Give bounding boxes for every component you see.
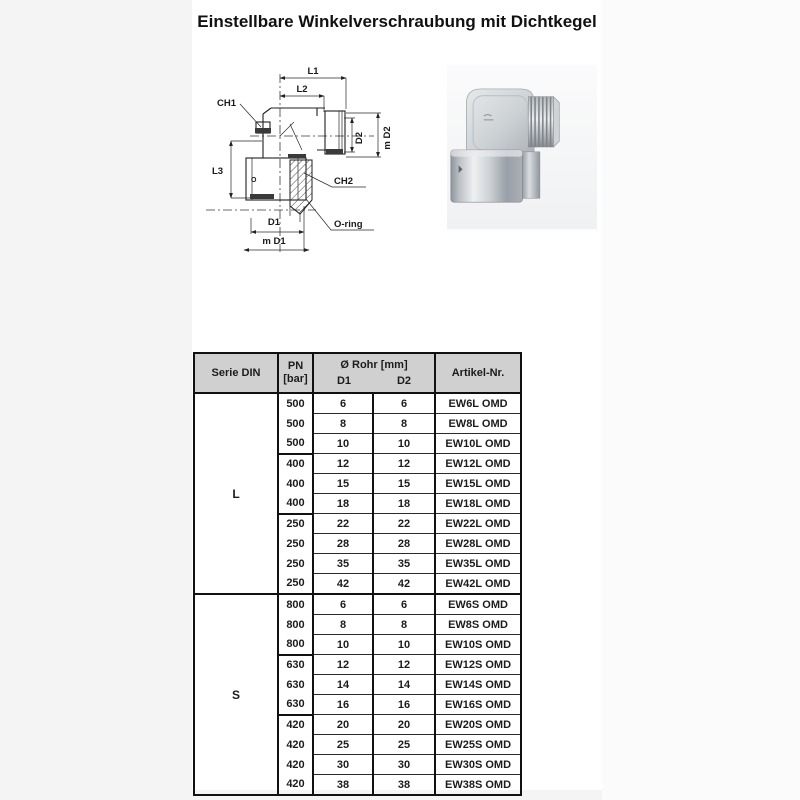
cell-d1: 22 (313, 514, 373, 534)
cell-d2: 14 (373, 675, 435, 695)
cell-d1: 10 (313, 434, 373, 454)
cell-artikel-nr: EW42L OMD (435, 574, 521, 595)
cell-pn: 250 (278, 554, 313, 574)
cell-d1: 14 (313, 675, 373, 695)
header-rohr (313, 353, 435, 393)
leader-label-ch2: CH2 (334, 176, 354, 187)
header-pn-line2: [bar] (283, 373, 308, 385)
cell-pn: 250 (278, 534, 313, 554)
cell-pn: 500 (278, 393, 313, 414)
thread-lines (339, 111, 342, 154)
photo-nut-bevel (451, 150, 523, 157)
cell-d1: 12 (313, 655, 373, 675)
cell-pn: 250 (278, 574, 313, 595)
cell-pn: 400 (278, 474, 313, 494)
cell-pn: 800 (278, 594, 313, 615)
cell-pn: 800 (278, 635, 313, 655)
cell-d1: 6 (313, 594, 373, 615)
cell-artikel-nr: EW30S OMD (435, 755, 521, 775)
cell-pn: 250 (278, 514, 313, 534)
header-serie-din: Serie DIN (194, 353, 278, 393)
spec-table-body (194, 393, 521, 795)
cell-d2: 6 (373, 594, 435, 615)
cell-artikel-nr: EW6S OMD (435, 594, 521, 615)
spec-table (193, 352, 522, 796)
cell-d1: 38 (313, 775, 373, 796)
page-title: Einstellbare Winkelverschraubung mit Dichtkegel (197, 12, 597, 31)
photo-thread-base (528, 97, 553, 147)
dim-label-l1: L1 (307, 66, 319, 77)
dim-label-m-d2: m D2 (382, 126, 393, 150)
seal-bar-right (326, 149, 343, 154)
photo-sleeve (521, 152, 540, 198)
step-bar (288, 154, 306, 158)
header-rohr-title: Ø Rohr [mm] (340, 358, 408, 371)
cell-d2: 25 (373, 735, 435, 755)
cell-d2: 22 (373, 514, 435, 534)
background-left (0, 0, 192, 800)
cell-artikel-nr: EW14S OMD (435, 675, 521, 695)
cell-pn: 500 (278, 434, 313, 454)
cell-pn: 630 (278, 655, 313, 675)
cell-pn: 400 (278, 494, 313, 514)
cell-serie-din: L (194, 393, 278, 594)
product-photo (447, 62, 597, 232)
cell-d1: 28 (313, 534, 373, 554)
cell-d1: 8 (313, 615, 373, 635)
seal-bar-bottom (250, 194, 274, 199)
cell-artikel-nr: EW16S OMD (435, 695, 521, 715)
cell-artikel-nr: EW12L OMD (435, 454, 521, 474)
cell-artikel-nr: EW38S OMD (435, 775, 521, 796)
cell-d2: 42 (373, 574, 435, 595)
content-area (192, 0, 602, 790)
cell-d2: 28 (373, 534, 435, 554)
photo-thread-tip (553, 97, 559, 147)
cell-d2: 38 (373, 775, 435, 796)
cell-d2: 18 (373, 494, 435, 514)
table-row (194, 393, 521, 414)
cell-d2: 8 (373, 414, 435, 434)
cell-serie-din: S (194, 594, 278, 795)
cell-artikel-nr: EW20S OMD (435, 715, 521, 735)
cell-d1: 30 (313, 755, 373, 775)
set-screw-fill (255, 128, 271, 133)
header-artikel: Artikel-Nr. (435, 353, 521, 393)
spec-table-header (194, 353, 521, 393)
header-pn (278, 353, 313, 393)
cell-d2: 16 (373, 695, 435, 715)
cell-artikel-nr: EW35L OMD (435, 554, 521, 574)
cell-d2: 8 (373, 615, 435, 635)
cell-artikel-nr: EW15L OMD (435, 474, 521, 494)
header-d2: D2 (396, 374, 412, 387)
nut-mark-o: O (251, 177, 257, 184)
cell-d1: 16 (313, 695, 373, 715)
cell-pn: 630 (278, 695, 313, 715)
cell-artikel-nr: EW28L OMD (435, 534, 521, 554)
cell-artikel-nr: EW22L OMD (435, 514, 521, 534)
cell-artikel-nr: EW10L OMD (435, 434, 521, 454)
cell-d1: 42 (313, 574, 373, 595)
cell-d2: 10 (373, 635, 435, 655)
leader-line-ch1 (240, 104, 261, 127)
cell-d1: 6 (313, 393, 373, 414)
cell-d2: 30 (373, 755, 435, 775)
cell-d1: 10 (313, 635, 373, 655)
cell-d1: 20 (313, 715, 373, 735)
cell-pn: 420 (278, 715, 313, 735)
table-row (194, 594, 521, 615)
dim-label-d1: D1 (267, 217, 281, 228)
cell-pn: 800 (278, 615, 313, 635)
cell-d1: 12 (313, 454, 373, 474)
cell-d2: 12 (373, 454, 435, 474)
cell-pn: 500 (278, 414, 313, 434)
cell-d1: 18 (313, 494, 373, 514)
cell-pn: 420 (278, 755, 313, 775)
cell-d1: 8 (313, 414, 373, 434)
dim-label-d2: D2 (354, 131, 365, 145)
cell-d2: 6 (373, 393, 435, 414)
cell-artikel-nr: EW10S OMD (435, 635, 521, 655)
leader-label-ch1: CH1 (217, 98, 237, 109)
cell-pn: 400 (278, 454, 313, 474)
dim-label-l2: L2 (296, 84, 308, 95)
body-outline (263, 108, 327, 158)
cell-d1: 35 (313, 554, 373, 574)
cell-artikel-nr: EW12S OMD (435, 655, 521, 675)
dim-label-l3: L3 (212, 166, 224, 177)
cell-pn: 420 (278, 735, 313, 755)
cell-artikel-nr: EW8S OMD (435, 615, 521, 635)
photo-nut (451, 150, 523, 202)
cell-d2: 35 (373, 554, 435, 574)
cell-artikel-nr: EW6L OMD (435, 393, 521, 414)
leader-label-o-ring: O-ring (334, 219, 363, 230)
cell-d1: 25 (313, 735, 373, 755)
cell-pn: 420 (278, 775, 313, 796)
cell-d2: 20 (373, 715, 435, 735)
cell-artikel-nr: EW25S OMD (435, 735, 521, 755)
dim-label-m-d1: m D1 (262, 236, 286, 247)
cell-d1: 15 (313, 474, 373, 494)
cell-artikel-nr: EW8L OMD (435, 414, 521, 434)
cell-d2: 15 (373, 474, 435, 494)
cone-section-hatched (290, 160, 312, 214)
header-pn-line1: PN (287, 360, 304, 372)
cell-d2: 12 (373, 655, 435, 675)
cell-artikel-nr: EW18L OMD (435, 494, 521, 514)
header-d1: D1 (336, 374, 352, 387)
cell-pn: 630 (278, 675, 313, 695)
cell-d2: 10 (373, 434, 435, 454)
technical-drawing (194, 56, 446, 256)
